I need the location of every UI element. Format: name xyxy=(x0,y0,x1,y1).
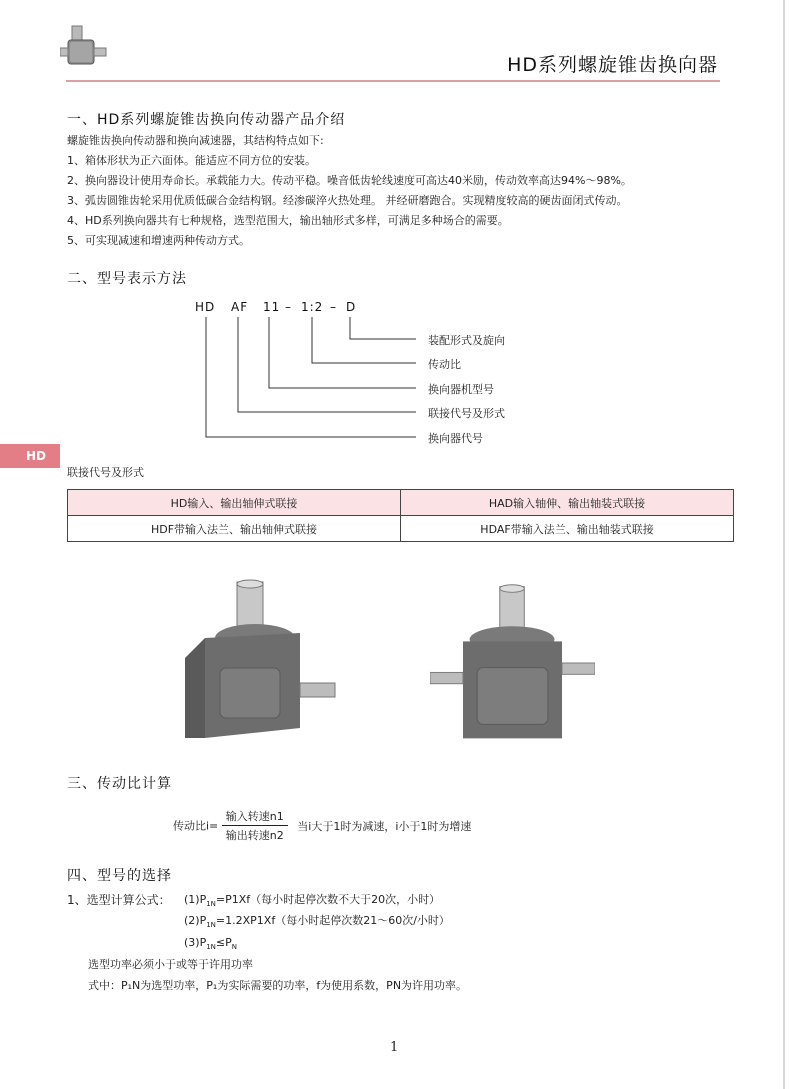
page-border xyxy=(783,0,785,1089)
table-cell: HAD输入轴伸、输出轴装式联接 xyxy=(401,490,734,516)
ratio-denominator: 输出转速n2 xyxy=(225,829,284,842)
model-code-size: 11 xyxy=(263,300,281,314)
feature-line-3: 3、弧齿圆锥齿轮采用优质低碳合金结构钢。经渗碳淬火热处理。 并经研磨跑合。实现精度较高的硬齿面闭式传动。 xyxy=(67,194,628,207)
ratio-prefix: 传动比i= xyxy=(173,819,219,833)
gearbox-photo-1 xyxy=(175,578,340,748)
page-number: 1 xyxy=(390,1040,399,1055)
connection-table xyxy=(67,489,734,542)
section2-heading: 二、型号表示方法 xyxy=(67,271,187,287)
section1-heading: 一、HD系列螺旋锥齿换向传动器产品介绍 xyxy=(67,112,346,128)
section1-body xyxy=(67,131,632,251)
section3-heading: 三、传动比计算 xyxy=(67,776,172,792)
label-ratio: 传动比 xyxy=(428,358,461,371)
ratio-fraction xyxy=(222,808,288,843)
formula-3-sub2: N xyxy=(231,943,238,952)
formula-2-lhs: (2)P xyxy=(184,914,207,927)
table-caption: 联接代号及形式 xyxy=(67,466,144,479)
formula-1-lhs: (1)P xyxy=(184,893,207,906)
formula-3-sub: 1N xyxy=(206,943,216,952)
formula-1-sub: 1N xyxy=(206,900,216,909)
feature-line-5: 5、可实现减速和增速两种传动方式。 xyxy=(67,234,250,247)
ratio-formula xyxy=(173,808,471,843)
formula-intro: 1、选型计算公式： xyxy=(67,893,171,907)
feature-line-1: 1、箱体形状为正六面体。能适应不同方位的安装。 xyxy=(67,154,316,167)
formula-3-rhs: ≤P xyxy=(215,936,232,949)
formula-3-lhs: (3)P xyxy=(184,936,207,949)
formula-2-sub: 1N xyxy=(206,921,216,930)
label-assembly-rotation: 装配形式及旋向 xyxy=(428,334,505,347)
page-title: HD系列螺旋锥齿换向器 xyxy=(507,54,718,76)
formula-2-rhs: =1.2XP1Xf（每小时起停次数21～60次/小时） xyxy=(215,914,450,927)
label-reverser-code: 换向器代号 xyxy=(428,432,483,445)
ratio-numerator: 输入转速n1 xyxy=(222,808,288,826)
section4-heading: 四、型号的选择 xyxy=(67,868,172,884)
model-code-ratio: 1:2 xyxy=(301,300,324,314)
gearbox-logo xyxy=(60,24,108,72)
feature-line-2: 2、换向器设计使用寿命长。承载能力大。传动平稳。噪音低齿轮线速度可高达40米励，传动效率高达94%～98%。 xyxy=(67,174,632,187)
model-code-leader-lines xyxy=(190,315,430,445)
selection-note: 选型功率必须小于或等于许用功率 xyxy=(88,958,253,971)
model-code-hd: HD xyxy=(195,300,216,314)
table-row xyxy=(68,490,734,516)
table-cell: HDF带输入法兰、输出轴伸式联接 xyxy=(68,516,401,542)
formula-3 xyxy=(184,933,237,957)
label-connection: 联接代号及形式 xyxy=(428,407,505,420)
feature-line-4: 4、HD系列换向器共有七种规格，选型范围大，输出轴形式多样，可满足多种场合的需要。 xyxy=(67,214,509,227)
formula-1-rhs: =P1Xf（每小时起停次数不大于20次，小时） xyxy=(215,893,441,906)
formula-2 xyxy=(184,911,450,935)
intro-line: 螺旋锥齿换向传动器和换向减速器，其结构特点如下: xyxy=(67,134,324,147)
model-code-af: AF xyxy=(231,300,249,314)
model-code-dash: – xyxy=(285,300,292,314)
gearbox-photo-2 xyxy=(430,578,595,748)
label-machine-size: 换向器机型号 xyxy=(428,383,494,396)
ratio-note: 当i大于1时为减速，i小于1时为增速 xyxy=(297,819,472,833)
table-row xyxy=(68,516,734,542)
model-code-dash: – xyxy=(330,300,337,314)
table-cell: HD输入、输出轴伸式联接 xyxy=(68,490,401,516)
side-tab-hd: HD xyxy=(0,444,60,468)
table-cell: HDAF带输入法兰、输出轴装式联接 xyxy=(401,516,734,542)
model-code-d: D xyxy=(346,300,357,314)
symbol-legend: 式中：P₁N为选型功率，P₁为实际需要的功率，f为使用系数，PN为许用功率。 xyxy=(88,979,468,992)
header-divider xyxy=(66,80,720,82)
